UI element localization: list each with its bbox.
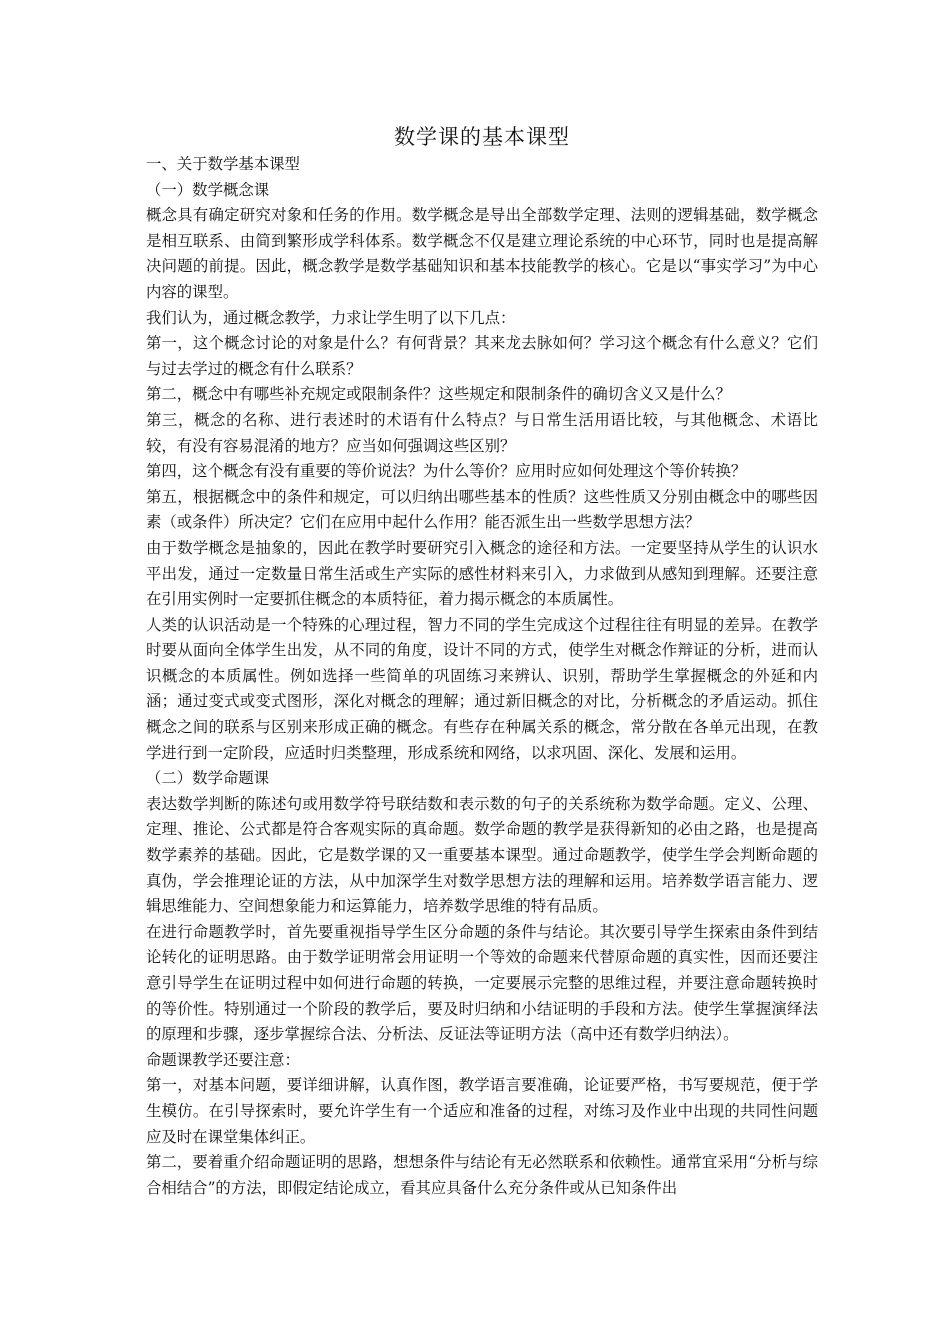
paragraph-6: 第四，这个概念有没有重要的等价说法？为什么等价？应用时应如何处理这个等价转换？ (146, 462, 747, 481)
paragraph-3: 第一，这个概念讨论的对象是什么？有何背景？其来龙去脉如何？学习这个概念有什么意义？它们与过去学过的概念有什么联系？ (146, 334, 818, 378)
document-title: 数学课的基本课型 (394, 125, 570, 149)
paragraph-1: 概念具有确定研究对象和任务的作用。数学概念是导出全部数学定理、法则的逻辑基础，数学概念是相互联系、由简到繁形成学科体系。数学概念不仅是建立理论系统的中心环节，同时也是提高解决问题的前提。因此，概念教学是数学基础知识和基本技能教学的核心。它是以“事实学习”为中心内容的课型。 (146, 206, 818, 301)
paragraph-13: 第一，对基本问题，要详细讲解，认真作图，教学语言要准确，论证要严格，书写要规范，便于学生模仿。在引导探索时，要允许学生有一个适应和准备的过程，对练习及作业中出现的共同性问题应及时在课堂集体纠正。 (146, 1076, 818, 1146)
paragraph-5: 第三，概念的名称、进行表述时的术语有什么特点？与日常生活用语比较，与其他概念、术语比较，有没有容易混淆的地方？应当如何强调这些区别？ (146, 410, 818, 455)
paragraph-14: 第二，要着重介绍命题证明的思路，想想条件与结论有无必然联系和依赖性。通常宜采用“分析与综合相结合”的方法，即假定结论成立，看其应具备什么充分条件或从已知条件出 (146, 1153, 818, 1197)
document-page (146, 122, 818, 1201)
paragraph-9: 人类的认识活动是一个特殊的心理过程，智力不同的学生完成这个过程往往有明显的差异。在教学时要从面向全体学生出发，从不同的角度，设计不同的方式，使学生对概念作辩证的分析，进而认识概念的本质属性。例如选择一些简单的巩固练习来辨认、识别，帮助学生掌握概念的外延和内涵；通过变式或变式图形，深化对概念的理解；通过新旧概念的对比，分析概念的矛盾运动。抓住概念之间的联系与区别来形成正确的概念。有些存在种属关系的概念，常分散在各单元出现，在教学进行到一定阶段，应适时归类整理，形成系统和网络，以求巩固、深化、发展和运用。 (146, 615, 818, 762)
paragraph-12: 命题课教学还要注意： (146, 1050, 300, 1069)
paragraph-2: 我们认为，通过概念教学，力求让学生明了以下几点： (146, 308, 516, 327)
section-heading-1: 一、关于数学基本课型 (146, 155, 300, 173)
paragraph-7: 第五，根据概念中的条件和规定，可以归纳出哪些基本的性质？这些性质又分别由概念中的哪些因素（或条件）所决定？它们在应用中起什么作用？能否派生出一些数学思想方法？ (146, 487, 818, 532)
subsection-heading-concept: （一）数学概念课 (146, 180, 270, 199)
paragraph-4: 第二，概念中有哪些补充规定或限制条件？这些规定和限制条件的确切含义又是什么？ (146, 385, 731, 404)
paragraph-11: 在进行命题教学时，首先要重视指导学生区分命题的条件与结论。其次要引导学生探索由条件到结论转化的证明思路。由于数学证明常会用证明一个等效的命题来代替原命题的真实性，因而还要注意引导学生在证明过程中如何进行命题的转换，一定要展示完整的思维过程，并要注意命题转换时的等价性。特别通过一个阶段的教学后，要及时归纳和小结证明的手段和方法。使学生掌握演绎法的原理和步骤，逐步掌握综合法、分析法、反证法等证明方法（高中还有数学归纳法）。 (146, 922, 818, 1044)
paragraph-8: 由于数学概念是抽象的，因此在教学时要研究引入概念的途径和方法。一定要坚持从学生的认识水平出发，通过一定数量日常生活或生产实际的感性材料来引入，力求做到从感知到理解。还要注意在引用实例时一定要抓住概念的本质特征，着力揭示概念的本质属性。 (146, 538, 818, 609)
subsection-heading-proposition: （二）数学命题课 (146, 769, 270, 788)
paragraph-10: 表达数学判断的陈述句或用数学符号联结数和表示数的句子的关系统称为数学命题。定义、公理、定理、推论、公式都是符合客观实际的真命题。数学命题的教学是获得新知的必由之路，也是提高数学素养的基础。因此，它是数学课的又一重要基本课型。通过命题教学，使学生学会判断命题的真伪，学会推理论证的方法，从中加深学生对数学思想方法的理解和运用。培养数学语言能力、逻辑思维能力、空间想象能力和运算能力，培养数学思维的特有品质。 (146, 794, 818, 916)
